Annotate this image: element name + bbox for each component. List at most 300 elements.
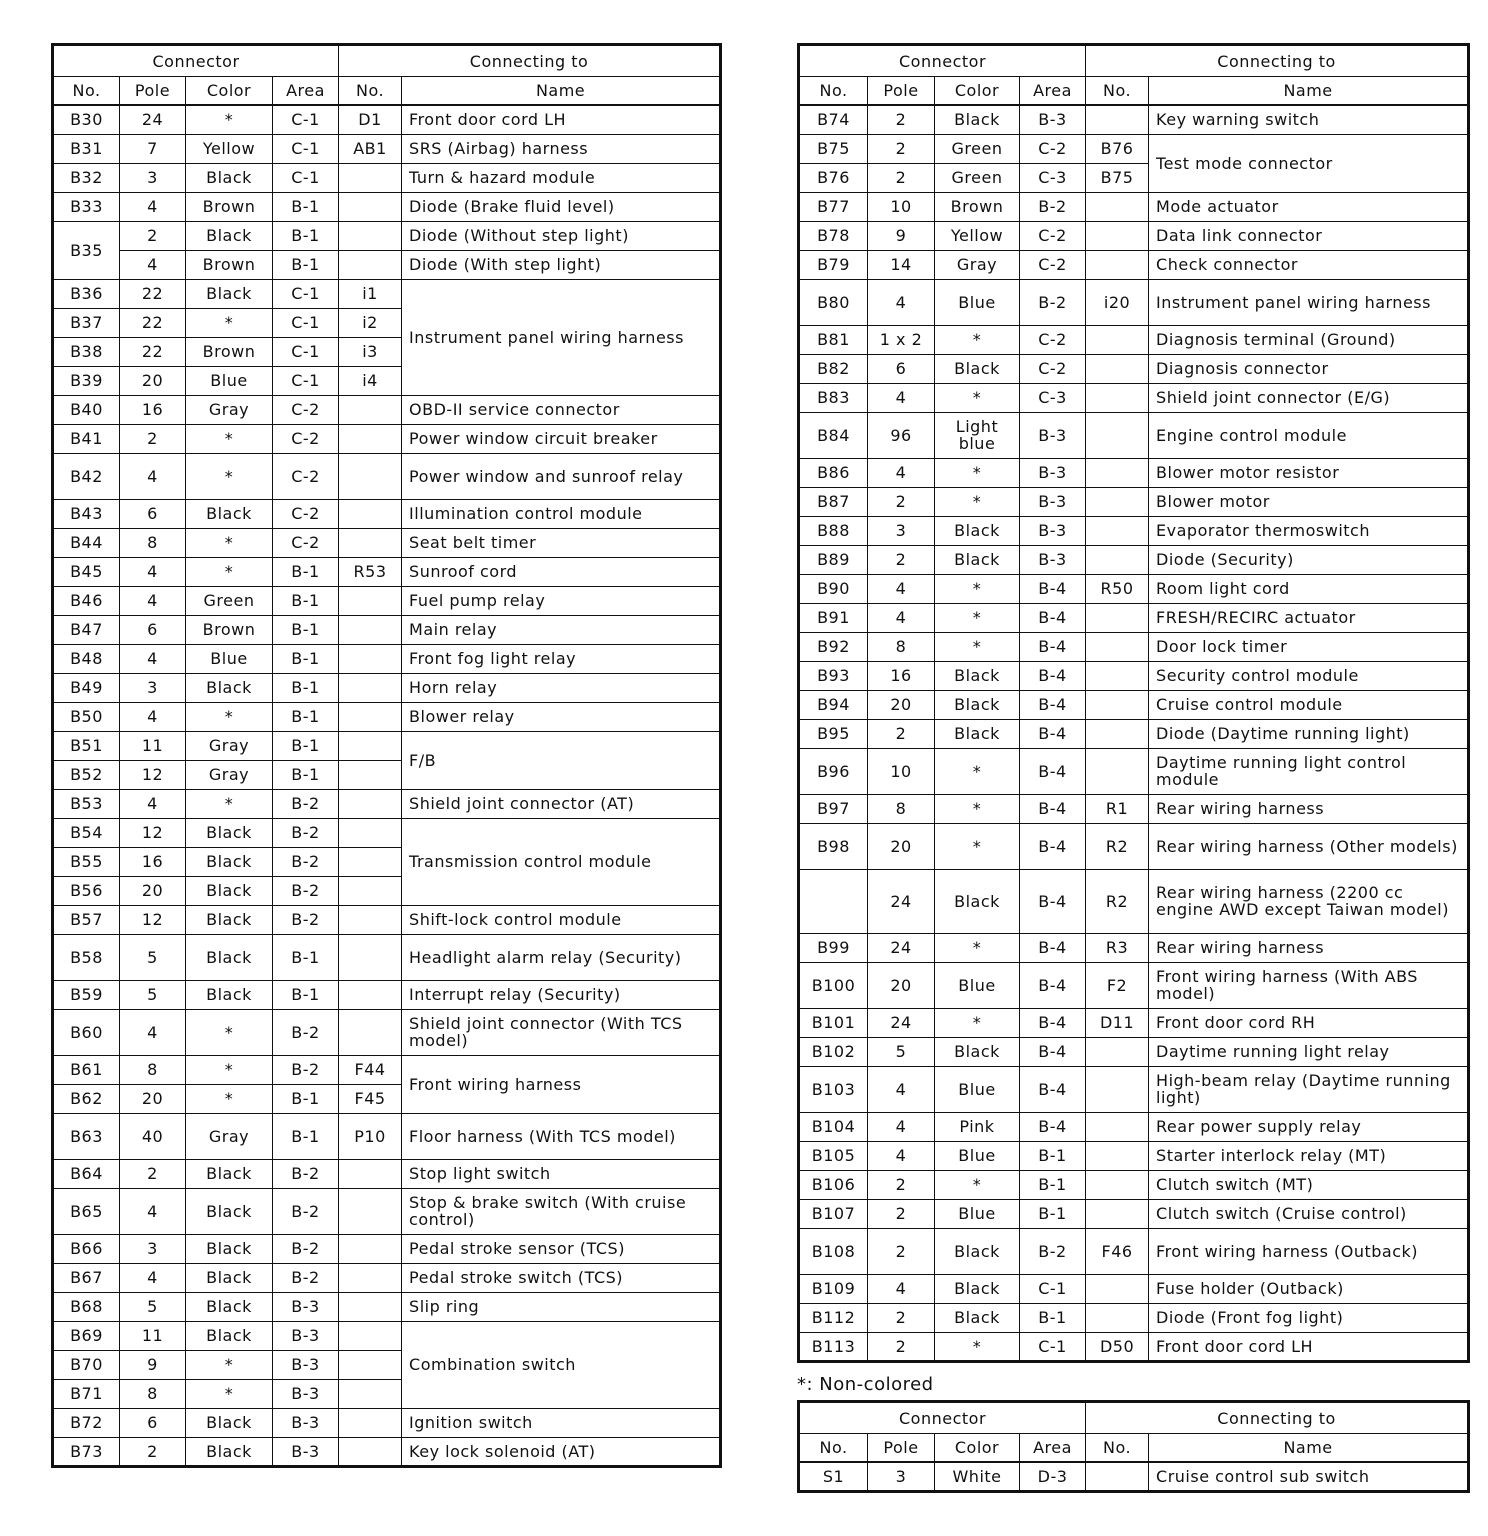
area-code: B-2 — [273, 1055, 339, 1084]
connector-no: B46 — [53, 586, 120, 615]
connecting-no — [339, 192, 402, 221]
area-code: C-1 — [273, 134, 339, 163]
connecting-no — [1086, 1462, 1149, 1491]
wire-color: * — [935, 1008, 1020, 1037]
pole-count: 2 — [868, 487, 935, 516]
connecting-no — [339, 760, 402, 789]
area-code: C-1 — [273, 366, 339, 395]
pole-count: 4 — [120, 557, 186, 586]
pole-count: 10 — [868, 748, 935, 794]
area-code: B-2 — [1020, 192, 1086, 221]
table-row — [799, 383, 1469, 412]
connecting-no — [1086, 1303, 1149, 1332]
area-code: B-2 — [273, 847, 339, 876]
connecting-no — [339, 1292, 402, 1321]
connector-no: B108 — [799, 1228, 868, 1274]
connecting-no — [339, 1263, 402, 1292]
table-row — [53, 499, 721, 528]
connector-no: B38 — [53, 337, 120, 366]
col-header-no: No. — [799, 1434, 868, 1463]
pole-count: 2 — [868, 1332, 935, 1361]
connecting-no: R53 — [339, 557, 402, 586]
area-code: C-2 — [1020, 221, 1086, 250]
connecting-no — [1086, 1170, 1149, 1199]
connecting-no — [339, 424, 402, 453]
pole-count: 8 — [120, 1055, 186, 1084]
wire-color: Black — [186, 905, 273, 934]
table-row — [53, 250, 721, 279]
wire-color: Brown — [935, 192, 1020, 221]
connecting-no — [1086, 221, 1149, 250]
pole-count: 1 x 2 — [868, 325, 935, 354]
connecting-name: Instrument panel wiring harness — [1149, 279, 1469, 325]
connector-no: B104 — [799, 1112, 868, 1141]
connecting-name: Pedal stroke sensor (TCS) — [402, 1234, 721, 1263]
table-row — [53, 586, 721, 615]
wire-color: * — [186, 453, 273, 499]
connecting-no: R2 — [1086, 823, 1149, 869]
wire-color: * — [935, 603, 1020, 632]
area-code: B-1 — [1020, 1303, 1086, 1332]
connector-group-header: Connector — [799, 1402, 1086, 1434]
table-row — [53, 105, 721, 134]
wire-color: * — [186, 1055, 273, 1084]
connecting-no: B76 — [1086, 134, 1149, 163]
connecting-name: Door lock timer — [1149, 632, 1469, 661]
area-code: B-1 — [273, 250, 339, 279]
col-header-name: Name — [402, 77, 721, 106]
connector-no: B76 — [799, 163, 868, 192]
wire-color: Blue — [935, 1199, 1020, 1228]
connecting-name: Shield joint connector (E/G) — [1149, 383, 1469, 412]
table-row — [53, 453, 721, 499]
table-row — [799, 1112, 1469, 1141]
connector-no — [799, 869, 868, 933]
connector-no: B93 — [799, 661, 868, 690]
area-code: B-4 — [1020, 690, 1086, 719]
area-code: C-1 — [273, 105, 339, 134]
connecting-no — [1086, 1037, 1149, 1066]
connecting-name: Blower relay — [402, 702, 721, 731]
pole-count: 3 — [868, 516, 935, 545]
connecting-no — [339, 905, 402, 934]
connecting-no — [339, 1437, 402, 1466]
col-header-area: Area — [1020, 77, 1086, 106]
area-code: B-4 — [1020, 603, 1086, 632]
table-row — [799, 1274, 1469, 1303]
area-code: B-3 — [1020, 105, 1086, 134]
pole-count: 9 — [120, 1350, 186, 1379]
table-row — [799, 1332, 1469, 1361]
pole-count: 2 — [120, 1437, 186, 1466]
wire-color: Black — [935, 354, 1020, 383]
connecting-no — [1086, 1274, 1149, 1303]
pole-count: 2 — [120, 424, 186, 453]
pole-count: 4 — [120, 789, 186, 818]
connector-no: B95 — [799, 719, 868, 748]
connecting-no — [1086, 458, 1149, 487]
connector-no: B49 — [53, 673, 120, 702]
connecting-name: Sunroof cord — [402, 557, 721, 586]
pole-count: 7 — [120, 134, 186, 163]
connecting-no — [1086, 1066, 1149, 1112]
table-row — [799, 545, 1469, 574]
table-row — [799, 748, 1469, 794]
table-row — [53, 789, 721, 818]
connecting-no — [1086, 1199, 1149, 1228]
connecting-to-group-header: Connecting to — [339, 45, 721, 77]
connecting-name: FRESH/RECIRC actuator — [1149, 603, 1469, 632]
pole-count: 3 — [120, 163, 186, 192]
connecting-name: Shield joint connector (AT) — [402, 789, 721, 818]
area-code: B-2 — [273, 905, 339, 934]
connecting-no: P10 — [339, 1113, 402, 1159]
connecting-no: D1 — [339, 105, 402, 134]
pole-count: 2 — [868, 134, 935, 163]
wire-color: Black — [186, 876, 273, 905]
col-header-no: No. — [799, 77, 868, 106]
wire-color: Pink — [935, 1112, 1020, 1141]
table-row — [53, 163, 721, 192]
table-row — [53, 1408, 721, 1437]
connector-no: B91 — [799, 603, 868, 632]
connecting-no — [1086, 487, 1149, 516]
table-row — [799, 1141, 1469, 1170]
wire-color: Black — [935, 661, 1020, 690]
connector-no: B65 — [53, 1188, 120, 1234]
wire-color: Gray — [935, 250, 1020, 279]
connecting-name: Diode (With step light) — [402, 250, 721, 279]
pole-count: 96 — [868, 412, 935, 458]
area-code: B-2 — [1020, 279, 1086, 325]
connecting-no — [339, 847, 402, 876]
connector-no: B45 — [53, 557, 120, 586]
area-code: C-3 — [1020, 163, 1086, 192]
col-header-area: Area — [273, 77, 339, 106]
connector-no: B86 — [799, 458, 868, 487]
col-header-pole: Pole — [868, 1434, 935, 1463]
pole-count: 10 — [868, 192, 935, 221]
area-code: B-1 — [273, 615, 339, 644]
pole-count: 11 — [120, 731, 186, 760]
connector-group-header: Connector — [799, 45, 1086, 77]
connector-no: B67 — [53, 1263, 120, 1292]
area-code: B-3 — [1020, 516, 1086, 545]
wire-color: Black — [186, 847, 273, 876]
wire-color: Black — [186, 673, 273, 702]
area-code: C-1 — [1020, 1274, 1086, 1303]
connecting-no — [1086, 192, 1149, 221]
connector-no: B59 — [53, 980, 120, 1009]
area-code: B-1 — [273, 1113, 339, 1159]
wire-color: Brown — [186, 615, 273, 644]
connecting-name: Front door cord RH — [1149, 1008, 1469, 1037]
connecting-no — [1086, 250, 1149, 279]
wire-color: Blue — [935, 1066, 1020, 1112]
wire-color: Blue — [186, 644, 273, 673]
area-code: B-3 — [273, 1379, 339, 1408]
pole-count: 4 — [868, 383, 935, 412]
connecting-no — [339, 673, 402, 702]
pole-count: 12 — [120, 818, 186, 847]
connector-no: B90 — [799, 574, 868, 603]
pole-count: 8 — [120, 1379, 186, 1408]
wire-color: Brown — [186, 192, 273, 221]
pole-count: 8 — [868, 632, 935, 661]
area-code: B-1 — [1020, 1199, 1086, 1228]
area-code: C-1 — [273, 337, 339, 366]
area-code: C-2 — [1020, 134, 1086, 163]
table-row — [799, 221, 1469, 250]
pole-count: 4 — [120, 250, 186, 279]
pole-count: 4 — [120, 1263, 186, 1292]
pole-count: 16 — [120, 847, 186, 876]
table-row — [799, 574, 1469, 603]
table-row — [53, 1234, 721, 1263]
wire-color: Black — [935, 1274, 1020, 1303]
area-code: B-4 — [1020, 1008, 1086, 1037]
area-code: B-3 — [273, 1408, 339, 1437]
connector-no: B32 — [53, 163, 120, 192]
table-row — [799, 487, 1469, 516]
pole-count: 12 — [120, 760, 186, 789]
connecting-name: Interrupt relay (Security) — [402, 980, 721, 1009]
table-row — [799, 933, 1469, 962]
connecting-name: Rear wiring harness — [1149, 794, 1469, 823]
connecting-no — [1086, 748, 1149, 794]
area-code: B-4 — [1020, 823, 1086, 869]
connector-no: B75 — [799, 134, 868, 163]
table-row — [799, 1066, 1469, 1112]
table-row — [53, 980, 721, 1009]
connecting-no — [1086, 690, 1149, 719]
area-code: B-1 — [273, 673, 339, 702]
pole-count: 20 — [120, 876, 186, 905]
connecting-name: Mode actuator — [1149, 192, 1469, 221]
connecting-name: Daytime running light control module — [1149, 748, 1469, 794]
table-row — [799, 250, 1469, 279]
wire-color: Black — [186, 279, 273, 308]
area-code: B-2 — [273, 789, 339, 818]
connecting-name: Front wiring harness — [402, 1055, 721, 1113]
table-row — [799, 1199, 1469, 1228]
connecting-to-group-header: Connecting to — [1086, 1402, 1469, 1434]
col-header-name: Name — [1149, 1434, 1469, 1463]
wire-color: * — [186, 702, 273, 731]
connecting-name: Pedal stroke switch (TCS) — [402, 1263, 721, 1292]
wire-color: Black — [935, 1037, 1020, 1066]
wire-color: * — [186, 1009, 273, 1055]
wire-color: * — [935, 794, 1020, 823]
connecting-no — [1086, 603, 1149, 632]
connecting-no: D11 — [1086, 1008, 1149, 1037]
connecting-no — [339, 1379, 402, 1408]
connecting-no — [1086, 354, 1149, 383]
connecting-name: Front door cord LH — [402, 105, 721, 134]
table-row — [799, 1228, 1469, 1274]
area-code: C-2 — [273, 424, 339, 453]
connector-no: B36 — [53, 279, 120, 308]
area-code: B-2 — [273, 1159, 339, 1188]
pole-count: 6 — [120, 615, 186, 644]
table-row — [53, 731, 721, 760]
connector-no: B33 — [53, 192, 120, 221]
connecting-no — [1086, 661, 1149, 690]
connecting-name: SRS (Airbag) harness — [402, 134, 721, 163]
pole-count: 4 — [868, 1112, 935, 1141]
area-code: C-3 — [1020, 383, 1086, 412]
connecting-name: Main relay — [402, 615, 721, 644]
connector-no: B31 — [53, 134, 120, 163]
table-row — [53, 528, 721, 557]
table-row — [53, 702, 721, 731]
connecting-no: F44 — [339, 1055, 402, 1084]
table-row — [799, 1462, 1469, 1491]
table-row — [799, 279, 1469, 325]
connector-no: B112 — [799, 1303, 868, 1332]
table-row — [799, 192, 1469, 221]
connector-table-s — [797, 1400, 1470, 1493]
connecting-no — [1086, 383, 1149, 412]
pole-count: 2 — [868, 163, 935, 192]
area-code: B-1 — [273, 702, 339, 731]
connector-no: B57 — [53, 905, 120, 934]
wire-color: * — [935, 748, 1020, 794]
pole-count: 6 — [120, 1408, 186, 1437]
wire-color: Black — [186, 1234, 273, 1263]
area-code: B-4 — [1020, 661, 1086, 690]
wire-color: * — [935, 487, 1020, 516]
pole-count: 4 — [120, 192, 186, 221]
connecting-no — [339, 731, 402, 760]
table-row — [53, 192, 721, 221]
connector-no: B109 — [799, 1274, 868, 1303]
connector-no: B60 — [53, 1009, 120, 1055]
pole-count: 4 — [868, 1141, 935, 1170]
connector-no: B88 — [799, 516, 868, 545]
connecting-no — [339, 644, 402, 673]
connecting-no: R50 — [1086, 574, 1149, 603]
area-code: C-2 — [1020, 250, 1086, 279]
pole-count: 24 — [868, 933, 935, 962]
connecting-name: Front door cord LH — [1149, 1332, 1469, 1361]
area-code: D-3 — [1020, 1462, 1086, 1491]
area-code: B-4 — [1020, 933, 1086, 962]
wire-color: Black — [935, 516, 1020, 545]
pole-count: 5 — [120, 980, 186, 1009]
connecting-no — [339, 1408, 402, 1437]
col-header-pole: Pole — [868, 77, 935, 106]
connector-no: B98 — [799, 823, 868, 869]
connector-no: B39 — [53, 366, 120, 395]
area-code: B-4 — [1020, 1037, 1086, 1066]
table-row — [53, 818, 721, 847]
wire-color: * — [186, 308, 273, 337]
connector-no: B113 — [799, 1332, 868, 1361]
table-row — [53, 1437, 721, 1466]
table-row — [799, 134, 1469, 163]
connecting-no — [339, 1009, 402, 1055]
wire-color: Black — [935, 869, 1020, 933]
connector-no: B84 — [799, 412, 868, 458]
wire-color: Green — [935, 134, 1020, 163]
area-code: B-2 — [273, 1234, 339, 1263]
table-row — [53, 934, 721, 980]
connector-no: B89 — [799, 545, 868, 574]
connecting-no — [339, 221, 402, 250]
connecting-name: Stop & brake switch (With cruise control) — [402, 1188, 721, 1234]
connecting-name: Turn & hazard module — [402, 163, 721, 192]
wire-color: * — [186, 424, 273, 453]
connecting-no — [1086, 719, 1149, 748]
area-code: B-3 — [1020, 412, 1086, 458]
connector-no: B106 — [799, 1170, 868, 1199]
area-code: B-1 — [273, 731, 339, 760]
connector-no: B72 — [53, 1408, 120, 1437]
area-code: B-2 — [273, 818, 339, 847]
wire-color: Gray — [186, 760, 273, 789]
wire-color: * — [935, 383, 1020, 412]
wire-color: Blue — [935, 1141, 1020, 1170]
col-header-color: Color — [186, 77, 273, 106]
area-code: B-4 — [1020, 748, 1086, 794]
wire-color: Black — [935, 545, 1020, 574]
table-row — [799, 690, 1469, 719]
wire-color: Black — [935, 105, 1020, 134]
area-code: B-1 — [273, 586, 339, 615]
pole-count: 5 — [120, 1292, 186, 1321]
connecting-name: Horn relay — [402, 673, 721, 702]
connecting-name: Diode (Brake fluid level) — [402, 192, 721, 221]
wire-color: * — [935, 325, 1020, 354]
pole-count: 2 — [868, 1199, 935, 1228]
connecting-no — [339, 615, 402, 644]
connecting-name: Starter interlock relay (MT) — [1149, 1141, 1469, 1170]
table-row — [53, 644, 721, 673]
connector-no: B87 — [799, 487, 868, 516]
wire-color: Black — [935, 719, 1020, 748]
table-row — [53, 1113, 721, 1159]
area-code: C-1 — [273, 163, 339, 192]
connecting-name: Front fog light relay — [402, 644, 721, 673]
connector-no: B43 — [53, 499, 120, 528]
connecting-name: Key lock solenoid (AT) — [402, 1437, 721, 1466]
connector-no: B40 — [53, 395, 120, 424]
wire-color: Green — [935, 163, 1020, 192]
table-row — [799, 412, 1469, 458]
wire-color: Black — [186, 221, 273, 250]
wire-color: Black — [186, 163, 273, 192]
pole-count: 2 — [868, 1228, 935, 1274]
connecting-name: Power window circuit breaker — [402, 424, 721, 453]
connector-no: B80 — [799, 279, 868, 325]
connecting-no: B75 — [1086, 163, 1149, 192]
area-code: B-3 — [273, 1437, 339, 1466]
connecting-name: Key warning switch — [1149, 105, 1469, 134]
wire-color: Black — [186, 1159, 273, 1188]
area-code: C-2 — [273, 528, 339, 557]
connector-no: B77 — [799, 192, 868, 221]
pole-count: 6 — [868, 354, 935, 383]
connector-no: B71 — [53, 1379, 120, 1408]
pole-count: 4 — [120, 702, 186, 731]
wire-color: * — [186, 1350, 273, 1379]
connector-no: B78 — [799, 221, 868, 250]
connecting-no — [1086, 545, 1149, 574]
pole-count: 2 — [868, 719, 935, 748]
connecting-name: Security control module — [1149, 661, 1469, 690]
connector-no: B68 — [53, 1292, 120, 1321]
